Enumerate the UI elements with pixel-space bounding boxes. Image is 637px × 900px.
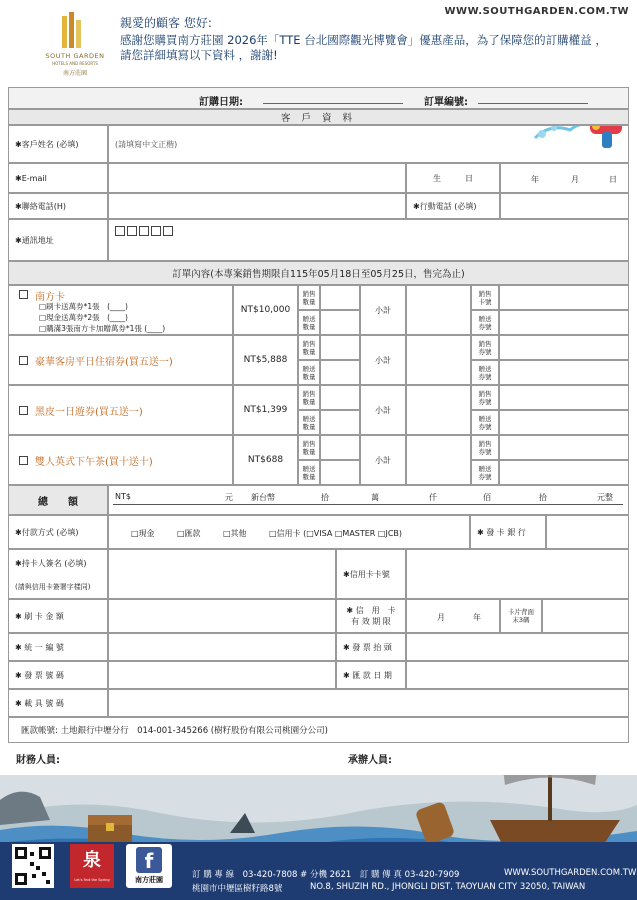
order-date-label: 訂購日期: — [199, 97, 243, 108]
issuing-bank-label: ✱ 發 卡 銀 行 — [470, 515, 546, 549]
zip-box[interactable] — [151, 226, 161, 236]
serial-field[interactable] — [499, 335, 629, 360]
footer-address-cn: 桃園市中壢區樹籽路8號 — [192, 884, 283, 894]
serial-field[interactable] — [499, 435, 629, 460]
customer-name-field[interactable] — [108, 125, 629, 163]
facebook-button[interactable] — [126, 844, 172, 888]
order-no-label: 訂單編號: — [424, 97, 468, 108]
total-yuan: 元 — [225, 493, 233, 502]
finance-staff-label: 財務人員: — [16, 755, 60, 766]
payment-method-field — [108, 515, 470, 549]
subtotal-field[interactable] — [406, 435, 471, 485]
logo-mark — [58, 12, 88, 48]
sale-qty-label: 銷售 數量 — [298, 435, 320, 460]
carrier-label: ✱ 載 具 號 碼 — [8, 689, 108, 717]
gift-serial-label: 贈送 券號 — [471, 360, 499, 385]
order-date-field[interactable] — [263, 103, 403, 104]
customer-section-title: 客 戶 資 料 — [8, 109, 629, 125]
footer-address-en: NO.8, SHUZIH RD., JHONGLI DIST, TAOYUAN CITY 32050, TAIWAN — [310, 882, 586, 892]
pay-option-remit[interactable]: □匯款 — [177, 529, 201, 538]
facebook-label: 南方莊園 — [135, 876, 163, 884]
payment-method-label: ✱付款方式 (必填) — [8, 515, 108, 549]
sale-qty-label: 銷售 數量 — [298, 285, 320, 310]
product-option[interactable]: □刷卡送萬券*1張 (____) — [39, 302, 128, 311]
remit-date-field[interactable] — [406, 661, 629, 689]
handler-staff-label: 承辦人員: — [348, 755, 392, 766]
pay-option-other[interactable]: □其他 — [223, 529, 247, 538]
product-name: 黑皮一日遊券(買五送一) — [35, 407, 143, 418]
gift-serial-label: 贈送 券號 — [471, 410, 499, 435]
gift-serial-field[interactable] — [499, 410, 629, 435]
expiry-month-label: 月 — [437, 613, 445, 622]
spring-logo-text: Let's find the Spring — [74, 878, 110, 882]
product-checkbox[interactable] — [19, 406, 28, 415]
total-label: 總 額 — [8, 485, 108, 515]
product-price: NT$1,399 — [233, 385, 298, 435]
total-ntd: 新台幣 — [251, 493, 275, 502]
serial-label: 銷售 卡號 — [471, 285, 499, 310]
expiry-label: ✱ 信 用 卡 有 效 期 限 — [336, 599, 406, 633]
product-price: NT$688 — [233, 435, 298, 485]
tax-id-field[interactable] — [108, 633, 336, 661]
zip-box[interactable] — [139, 226, 149, 236]
gift-qty-label: 贈送 數量 — [298, 410, 320, 435]
greeting: 親愛的顧客 您好: — [120, 16, 212, 30]
charge-amount-field[interactable] — [108, 599, 336, 633]
product-name: 豪華客房平日住宿券(買五送一) — [35, 357, 173, 368]
birth-year-label: 年 — [531, 175, 539, 184]
invoice-title-label: ✱ 發 票 抬 頭 — [336, 633, 406, 661]
gift-qty-field[interactable] — [320, 360, 360, 385]
invoice-title-field[interactable] — [406, 633, 629, 661]
product-cell — [8, 435, 233, 485]
footer-hotline: 訂 購 專 線 03-420-7808 # 分機 2621 訂 購 傳 真 03-420-7909 — [192, 870, 460, 880]
order-form — [8, 87, 629, 775]
total-amount-field[interactable] — [108, 485, 629, 515]
product-checkbox[interactable] — [19, 456, 28, 465]
website-top[interactable]: WWW.SOUTHGARDEN.COM.TW — [444, 6, 629, 17]
cardholder-note: (請與信用卡簽署字樣同) — [15, 583, 91, 591]
zip-box[interactable] — [115, 226, 125, 236]
spring-logo — [70, 844, 114, 888]
total-unit: 仟 — [429, 493, 437, 502]
zip-box[interactable] — [163, 226, 173, 236]
total-unit: 元整 — [597, 493, 613, 502]
phone-field[interactable] — [108, 193, 406, 219]
mobile-label: ✱行動電話 (必填) — [406, 193, 500, 219]
birth-month-label: 月 — [571, 175, 579, 184]
footer-note-1: ※詳細活動內容請上官網查詢 — [290, 853, 412, 864]
subtotal-field[interactable] — [406, 335, 471, 385]
logo-name: SOUTH GARDEN — [45, 52, 105, 60]
product-cell — [8, 285, 233, 335]
product-checkbox[interactable] — [19, 356, 28, 365]
subtotal-label: 小計 — [360, 285, 406, 335]
cardholder-label: ✱持卡人簽名 (必填) — [15, 559, 87, 568]
footer-note-2: ※票券使用辦法請依各票券內容為主 — [444, 853, 595, 864]
subtotal-label: 小計 — [360, 335, 406, 385]
subtotal-label: 小計 — [360, 385, 406, 435]
intro-line1: 感謝您購買南方莊園 2026年「TTE 台北國際觀光博覽會」優惠產品，為了保障您的訂購權益 ， — [120, 33, 607, 47]
serial-label: 銷售 券號 — [471, 435, 499, 460]
cvv-field[interactable] — [542, 599, 629, 633]
serial-label: 銷售 券號 — [471, 335, 499, 360]
gift-qty-field[interactable] — [320, 310, 360, 335]
intro-line2: 請您詳細填寫以下資料 ，謝謝! — [120, 48, 278, 62]
logo-cn: 南方莊園 — [62, 70, 87, 77]
gift-serial-label: 贈送 券號 — [471, 310, 499, 335]
pay-option-cash[interactable]: □現金 — [131, 529, 155, 538]
tax-id-label: ✱ 統 一 編 號 — [8, 633, 108, 661]
order-no-field[interactable] — [478, 103, 588, 104]
product-price: NT$5,888 — [233, 335, 298, 385]
subtotal-field[interactable] — [406, 285, 471, 335]
serial-field[interactable] — [499, 385, 629, 410]
phone-label: ✱聯絡電話(H) — [8, 193, 108, 219]
total-unit: 佰 — [483, 493, 491, 502]
product-cell — [8, 335, 233, 385]
address-field[interactable] — [108, 219, 629, 261]
gift-serial-field[interactable] — [499, 460, 629, 485]
gift-qty-label: 贈送 數量 — [298, 310, 320, 335]
logo-sub: HOTELS AND RESORTS — [52, 61, 98, 66]
gift-qty-label: 贈送 數量 — [298, 460, 320, 485]
product-cell — [8, 385, 233, 435]
expiry-year-label: 年 — [473, 613, 481, 622]
bank-account-info: 匯款帳號: 土地銀行中壢分行 014-001-345266 (樹籽股份有限公司桃園分公司) — [8, 717, 629, 743]
product-checkbox[interactable] — [19, 290, 28, 299]
sale-qty-field[interactable] — [320, 335, 360, 360]
qr-code[interactable] — [12, 844, 54, 888]
product-name: 南方卡 — [35, 292, 65, 303]
zip-box[interactable] — [127, 226, 137, 236]
gift-qty-label: 贈送 數量 — [298, 360, 320, 385]
total-unit: 拾 — [321, 493, 329, 502]
sale-qty-field[interactable] — [320, 435, 360, 460]
gift-qty-field[interactable] — [320, 460, 360, 485]
order-section-title: 訂單內容(本專案銷售期限自115年05月18日至05月25日，售完為止) — [8, 261, 629, 285]
sale-qty-field[interactable] — [320, 285, 360, 310]
customer-name-hint: (請填寫中文正楷) — [115, 140, 178, 149]
pay-option-credit[interactable]: □信用卡 (□VISA □MASTER □JCB) — [269, 529, 403, 538]
carrier-field[interactable] — [108, 689, 629, 717]
sale-qty-field[interactable] — [320, 385, 360, 410]
gift-serial-field[interactable] — [499, 360, 629, 385]
qr-code-icon — [12, 844, 54, 888]
product-list — [8, 285, 629, 485]
cardholder-field[interactable] — [108, 549, 336, 599]
issuing-bank-field[interactable] — [546, 515, 629, 549]
card-number-label: ✱信用卡卡號 — [336, 549, 406, 599]
birth-day-label: 日 — [609, 175, 617, 184]
total-unit: 萬 — [371, 493, 379, 502]
facebook-icon: f — [136, 847, 162, 873]
subtotal-label: 小計 — [360, 435, 406, 485]
expiry-field[interactable] — [406, 599, 500, 633]
email-field[interactable] — [108, 163, 406, 193]
cardholder-label-cell — [8, 549, 108, 599]
gift-serial-label: 贈送 券號 — [471, 460, 499, 485]
gift-qty-field[interactable] — [320, 410, 360, 435]
charge-amount-label: ✱ 刷 卡 金 額 — [8, 599, 108, 633]
footer-site[interactable]: WWW.SOUTHGARDEN.COM.TW — [504, 868, 637, 878]
remit-date-label: ✱ 匯 款 日 期 — [336, 661, 406, 689]
mobile-field[interactable] — [500, 193, 629, 219]
serial-label: 銷售 券號 — [471, 385, 499, 410]
gift-serial-field[interactable] — [499, 310, 629, 335]
south-garden-logo — [40, 8, 110, 78]
cvv-label: 卡片背面 末3碼 — [500, 599, 542, 633]
total-unit: 拾 — [539, 493, 547, 502]
intro-text — [120, 33, 630, 63]
serial-field[interactable] — [499, 285, 629, 310]
sale-qty-label: 銷售 數量 — [298, 335, 320, 360]
subtotal-field[interactable] — [406, 385, 471, 435]
total-currency: NT$ — [115, 492, 131, 501]
customer-name-label: ✱客戶姓名 (必填) — [8, 125, 108, 163]
product-price: NT$10,000 — [233, 285, 298, 335]
card-number-field[interactable] — [406, 549, 629, 599]
email-label: ✱E-mail — [8, 163, 108, 193]
product-option[interactable]: □購滿3張南方卡加贈萬券*1張 (____) — [39, 324, 166, 333]
birthday-field[interactable] — [500, 163, 629, 193]
invoice-no-field[interactable] — [108, 661, 336, 689]
order-header-row — [8, 87, 629, 109]
sale-qty-label: 銷售 數量 — [298, 385, 320, 410]
spring-logo-mark: 泉 — [83, 850, 101, 871]
invoice-no-label: ✱ 發 票 號 碼 — [8, 661, 108, 689]
product-name: 雙人英式下午茶(買十送十) — [35, 457, 153, 468]
product-option[interactable]: □現金送萬券*2張 (____) — [39, 313, 128, 322]
address-label: ✱通訊地址 — [8, 219, 108, 261]
birthday-label: 生 日 — [406, 163, 500, 193]
